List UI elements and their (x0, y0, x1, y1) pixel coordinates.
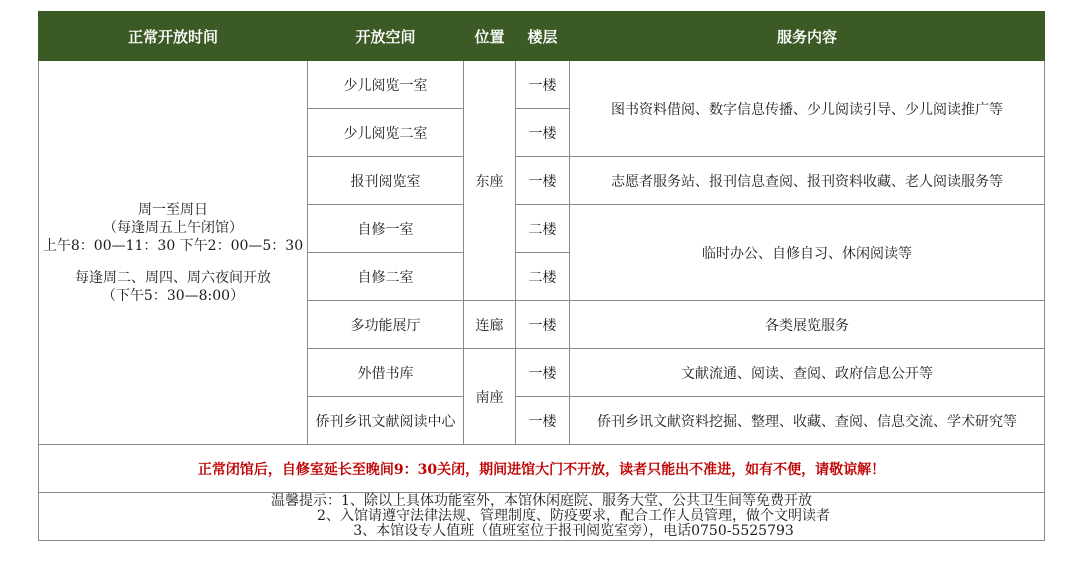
service-cell-qiaokan: 侨刊乡讯文献资料挖掘、整理、收藏、查阅、信息交流、学术研究等 (570, 397, 1045, 445)
table-row (39, 61, 1045, 109)
space-cell: 自修二室 (308, 253, 464, 301)
tips-row (39, 493, 1045, 541)
opening-hours-cell (39, 61, 308, 445)
tip-line-3: 3、本馆设专人值班（值班室位于报刊阅览室旁），电话0750-5525793 (353, 523, 794, 539)
floor-cell: 一楼 (516, 109, 570, 157)
hours-line-2: （每逢周五上午闭馆） (103, 219, 243, 236)
floor-cell: 一楼 (516, 349, 570, 397)
floor-cell: 一楼 (516, 157, 570, 205)
warm-tips (39, 493, 1045, 541)
service-cell-study: 临时办公、自修自习、休闲阅读等 (570, 205, 1045, 301)
space-cell: 少儿阅览一室 (308, 61, 464, 109)
service-cell-children: 图书资料借阅、数字信息传播、少儿阅读引导、少儿阅读推广等 (570, 61, 1045, 157)
location-cell-east: 东座 (464, 61, 516, 301)
header-service: 服务内容 (570, 12, 1045, 61)
table-header-row (39, 12, 1045, 61)
header-location: 位置 (464, 12, 516, 61)
notice-row (39, 445, 1045, 493)
floor-cell: 一楼 (516, 61, 570, 109)
floor-cell: 一楼 (516, 397, 570, 445)
location-cell-corridor: 连廊 (464, 301, 516, 349)
tip-line-2: 2、入馆请遵守法律法规、管理制度、防疫要求，配合工作人员管理，做个文明读者 (317, 508, 830, 524)
header-space: 开放空间 (308, 12, 464, 61)
space-cell: 侨刊乡讯文献阅读中心 (308, 397, 464, 445)
header-floor: 楼层 (516, 12, 570, 61)
opening-hours-table (38, 11, 1045, 541)
space-cell: 自修一室 (308, 205, 464, 253)
hours-line-3: 上午8：00—11：30 下午2：00—5：30 (42, 237, 304, 254)
tip-line-1: 温馨提示：1、除以上具体功能室外，本馆休闲庭院、服务大堂、公共卫生间等免费开放 (271, 493, 812, 509)
space-cell: 报刊阅览室 (308, 157, 464, 205)
space-cell: 外借书库 (308, 349, 464, 397)
floor-cell: 二楼 (516, 253, 570, 301)
hours-line-4: 每逢周二、周四、周六夜间开放 (75, 269, 271, 286)
service-cell-periodical: 志愿者服务站、报刊信息查阅、报刊资料收藏、老人阅读服务等 (570, 157, 1045, 205)
hours-line-1: 周一至周日 (138, 201, 208, 218)
space-cell: 少儿阅览二室 (308, 109, 464, 157)
hours-line-5: （下午5：30—8:00） (101, 287, 245, 304)
space-cell: 多功能展厅 (308, 301, 464, 349)
service-cell-lending: 文献流通、阅读、查阅、政府信息公开等 (570, 349, 1045, 397)
opening-hours-table-container (38, 11, 1044, 541)
floor-cell: 一楼 (516, 301, 570, 349)
service-cell-exhibition: 各类展览服务 (570, 301, 1045, 349)
floor-cell: 二楼 (516, 205, 570, 253)
location-cell-south: 南座 (464, 349, 516, 445)
header-hours: 正常开放时间 (39, 12, 308, 61)
closing-notice: 正常闭馆后，自修室延长至晚间9：30关闭，期间进馆大门不开放，读者只能出不准进，如有不便，请敬谅解！ (39, 445, 1045, 493)
